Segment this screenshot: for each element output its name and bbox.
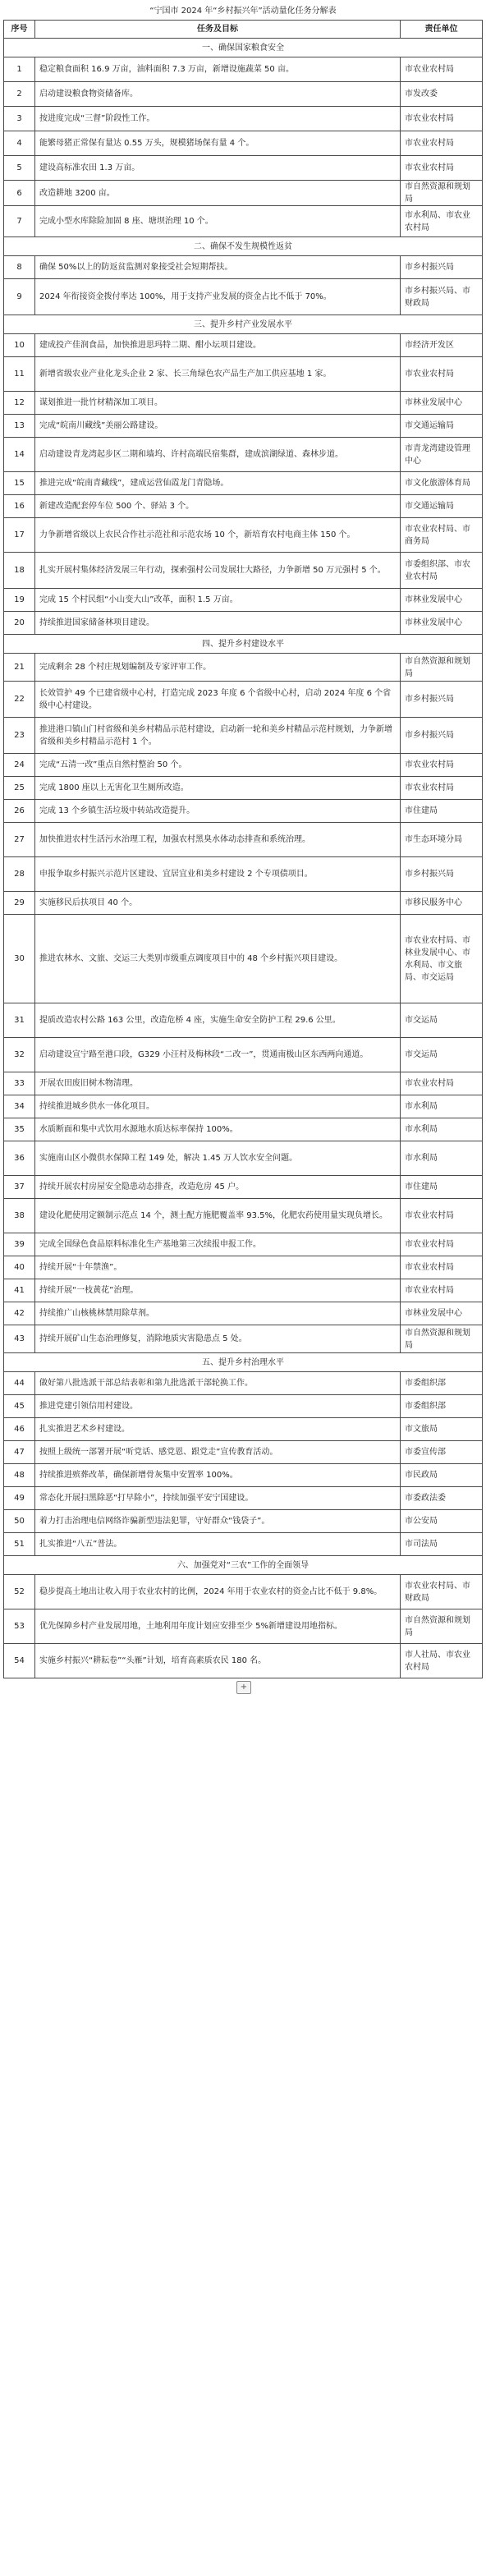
row-unit: 市经济开发区	[401, 334, 483, 357]
row-number: 23	[4, 718, 35, 754]
row-task: 改造耕地 3200 亩。	[35, 181, 401, 206]
row-number: 49	[4, 1487, 35, 1510]
row-task: 持续推进国家储备林项目建设。	[35, 612, 401, 635]
row-number: 50	[4, 1510, 35, 1533]
row-number: 17	[4, 518, 35, 553]
row-number: 33	[4, 1072, 35, 1095]
table-row	[4, 1325, 483, 1353]
row-task: 建设化肥使用定额制示范点 14 个，测土配方施肥覆盖率 93.5%，化肥农药使用量实现负增长。	[35, 1199, 401, 1233]
table-row	[4, 256, 483, 279]
section-title: 三、提升乡村产业发展水平	[4, 315, 483, 334]
row-number: 40	[4, 1256, 35, 1279]
row-task: 优先保障乡村产业发展用地，土地利用年度计划应安排至少 5%新增建设用地指标。	[35, 1609, 401, 1644]
table-row	[4, 438, 483, 472]
table-row	[4, 392, 483, 415]
table-row	[4, 754, 483, 777]
row-task: 完成“五清一改”重点自然村整治 50 个。	[35, 754, 401, 777]
row-task: 按照上级统一部署开展“听党话、感党恩、跟党走”宣传教育活动。	[35, 1441, 401, 1464]
row-unit: 市农业农村局	[401, 1256, 483, 1279]
row-unit: 市文旅局	[401, 1418, 483, 1441]
row-task: 建成投产佳润食品，加快推进思玛特二期、酣小坛项目建设。	[35, 334, 401, 357]
section-title: 四、提升乡村建设水平	[4, 635, 483, 654]
row-unit: 市交通运输局	[401, 495, 483, 518]
row-task: 谋划推进一批竹材精深加工项目。	[35, 392, 401, 415]
row-task: 推进党建引领信用村建设。	[35, 1395, 401, 1418]
row-task: 扎实推进艺术乡村建设。	[35, 1418, 401, 1441]
plus-icon: +	[240, 1683, 248, 1692]
row-unit: 市农业农村局、市商务局	[401, 518, 483, 553]
row-unit: 市司法局	[401, 1533, 483, 1556]
row-task: 持续开展农村房屋安全隐患动态排查，改造危房 45 户。	[35, 1176, 401, 1199]
table-row	[4, 206, 483, 237]
row-unit: 市民政局	[401, 1464, 483, 1487]
row-unit: 市交运局	[401, 1003, 483, 1038]
row-task: 持续开展“一枝黄花”治理。	[35, 1279, 401, 1302]
page-footer	[0, 1678, 486, 1698]
row-task: 持续开展“十年禁渔”。	[35, 1256, 401, 1279]
table-body	[4, 39, 483, 1678]
row-unit: 市农业农村局	[401, 777, 483, 800]
table-row	[4, 612, 483, 635]
row-unit: 市委政法委	[401, 1487, 483, 1510]
row-unit: 市委组织部、市农业农村局	[401, 553, 483, 589]
table-row	[4, 1302, 483, 1325]
table-row	[4, 518, 483, 553]
row-task: 扎实推进“八五”普法。	[35, 1533, 401, 1556]
row-number: 24	[4, 754, 35, 777]
row-number: 54	[4, 1644, 35, 1678]
row-task: 新建改造配套停车位 500 个、驿站 3 个。	[35, 495, 401, 518]
row-unit: 市住建局	[401, 800, 483, 823]
row-unit: 市农业农村局	[401, 1279, 483, 1302]
row-number: 34	[4, 1095, 35, 1118]
task-table	[3, 20, 483, 1678]
row-number: 27	[4, 823, 35, 857]
row-task: 扎实开展村集体经济发展三年行动，探索强村公司发展壮大路径，力争新增 50 万元强村 5 个。	[35, 553, 401, 589]
expand-button[interactable]	[236, 1681, 251, 1694]
table-row	[4, 107, 483, 131]
row-number: 6	[4, 181, 35, 206]
row-task: 力争新增省级以上农民合作社示范社和示范农场 10 个，新培育农村电商主体 150 个。	[35, 518, 401, 553]
row-number: 43	[4, 1325, 35, 1353]
row-unit: 市交通运输局	[401, 415, 483, 438]
row-task: 持续推进城乡供水一体化项目。	[35, 1095, 401, 1118]
row-number: 2	[4, 82, 35, 107]
table-row	[4, 1575, 483, 1609]
row-unit: 市移民服务中心	[401, 892, 483, 915]
table-row	[4, 131, 483, 156]
header-number: 序号	[4, 21, 35, 39]
row-unit: 市农业农村局	[401, 1233, 483, 1256]
table-row	[4, 1003, 483, 1038]
table-row	[4, 156, 483, 181]
row-number: 37	[4, 1176, 35, 1199]
table-row	[4, 1199, 483, 1233]
row-unit: 市乡村振兴局	[401, 682, 483, 718]
row-unit: 市自然资源和规划局	[401, 1609, 483, 1644]
row-task: 推进港口镇山门村省级和美乡村精品示范村建设，启动新一轮和美乡村精品示范村规划，力争新增省级和美乡村精品示范村 1 个。	[35, 718, 401, 754]
row-unit: 市自然资源和规划局	[401, 654, 483, 682]
row-unit: 市自然资源和规划局	[401, 181, 483, 206]
row-number: 46	[4, 1418, 35, 1441]
table-row	[4, 1644, 483, 1678]
row-task: 完成 15 个村民组“小山变大山”改革，面积 1.5 万亩。	[35, 589, 401, 612]
row-unit: 市林业发展中心	[401, 1302, 483, 1325]
row-task: 持续推广山核桃林禁用除草剂。	[35, 1302, 401, 1325]
row-task: 开展农田废旧树木物清理。	[35, 1072, 401, 1095]
row-task: 实施乡村振兴“耕耘卷”“头雁”计划，培育高素质农民 180 名。	[35, 1644, 401, 1678]
table-row	[4, 472, 483, 495]
row-unit: 市委组织部	[401, 1372, 483, 1395]
row-number: 48	[4, 1464, 35, 1487]
table-row	[4, 1395, 483, 1418]
row-unit: 市农业农村局、市财政局	[401, 1575, 483, 1609]
row-number: 19	[4, 589, 35, 612]
row-number: 29	[4, 892, 35, 915]
row-number: 12	[4, 392, 35, 415]
row-unit: 市青龙湾建设管理中心	[401, 438, 483, 472]
row-task: 推进完成“皖南青藏线”，建成运营仙霞龙门青隐场。	[35, 472, 401, 495]
row-task: 稳步提高土地出让收入用于农业农村的比例，2024 年用于农业农村的资金占比不低于 9.8%。	[35, 1575, 401, 1609]
row-number: 38	[4, 1199, 35, 1233]
table-row	[4, 800, 483, 823]
table-row	[4, 1256, 483, 1279]
row-task: 持续推进殡葬改革，确保新增骨灰集中安置率 100%。	[35, 1464, 401, 1487]
row-unit: 市林业发展中心	[401, 612, 483, 635]
row-task: 长效管护 49 个已建省级中心村，打造完成 2023 年度 6 个省级中心村，启动 2024 年度 6 个省级中心村建设。	[35, 682, 401, 718]
row-number: 45	[4, 1395, 35, 1418]
row-unit: 市水利局	[401, 1095, 483, 1118]
row-unit: 市人社局、市农业农村局	[401, 1644, 483, 1678]
row-unit: 市生态环境分局	[401, 823, 483, 857]
section-title: 一、确保国家粮食安全	[4, 39, 483, 57]
row-unit: 市农业农村局	[401, 754, 483, 777]
table-row	[4, 334, 483, 357]
table-row	[4, 777, 483, 800]
table-row	[4, 495, 483, 518]
row-unit: 市乡村振兴局	[401, 857, 483, 892]
table-row	[4, 1418, 483, 1441]
table-row	[4, 1176, 483, 1199]
table-row	[4, 857, 483, 892]
row-number: 13	[4, 415, 35, 438]
table-row	[4, 357, 483, 392]
table-row	[4, 1609, 483, 1644]
section-row	[4, 315, 483, 334]
row-number: 4	[4, 131, 35, 156]
document-title: “宁国市 2024 年“乡村振兴年”活动量化任务分解表	[149, 7, 337, 16]
row-unit: 市林业发展中心	[401, 589, 483, 612]
table-row	[4, 1279, 483, 1302]
row-number: 32	[4, 1038, 35, 1072]
row-number: 5	[4, 156, 35, 181]
row-task: 按进度完成“三督”阶段性工作。	[35, 107, 401, 131]
row-task: 完成“皖南川藏线”美丽公路建设。	[35, 415, 401, 438]
row-unit: 市农业农村局	[401, 357, 483, 392]
row-unit: 市乡村振兴局、市财政局	[401, 279, 483, 315]
section-title: 五、提升乡村治理水平	[4, 1353, 483, 1372]
row-unit: 市农业农村局	[401, 156, 483, 181]
row-number: 8	[4, 256, 35, 279]
row-number: 25	[4, 777, 35, 800]
table-row	[4, 1118, 483, 1141]
row-task: 加快推进农村生活污水治理工程，加强农村黑臭水体动态排查和系统治理。	[35, 823, 401, 857]
row-task: 建设高标准农田 1.3 万亩。	[35, 156, 401, 181]
row-unit: 市交运局	[401, 1038, 483, 1072]
table-row	[4, 915, 483, 1003]
row-number: 30	[4, 915, 35, 1003]
row-number: 26	[4, 800, 35, 823]
row-task: 完成全国绿色食品原料标准化生产基地第三次续报申报工作。	[35, 1233, 401, 1256]
table-row	[4, 1038, 483, 1072]
row-unit: 市住建局	[401, 1176, 483, 1199]
row-task: 实施南山区小微供水保障工程 149 处，解决 1.45 万人饮水安全问题。	[35, 1141, 401, 1176]
table-header-row	[4, 21, 483, 39]
row-task: 完成 13 个乡镇生活垃圾中转站改造提升。	[35, 800, 401, 823]
table-row	[4, 279, 483, 315]
table-row	[4, 718, 483, 754]
row-number: 28	[4, 857, 35, 892]
table-row	[4, 682, 483, 718]
row-task: 着力打击治理电信网络诈骗新型违法犯罪，守好群众“钱袋子”。	[35, 1510, 401, 1533]
row-task: 稳定粮食面积 16.9 万亩，油料面积 7.3 万亩，新增设施蔬菜 50 亩。	[35, 57, 401, 82]
row-task: 完成剩余 28 个村庄规划编制及专家评审工作。	[35, 654, 401, 682]
table-row	[4, 553, 483, 589]
row-number: 9	[4, 279, 35, 315]
row-task: 水质断面和集中式饮用水源地水质达标率保持 100%。	[35, 1118, 401, 1141]
row-task: 实施移民后扶项目 40 个。	[35, 892, 401, 915]
row-number: 39	[4, 1233, 35, 1256]
section-row	[4, 1556, 483, 1575]
section-row	[4, 635, 483, 654]
row-number: 35	[4, 1118, 35, 1141]
row-number: 18	[4, 553, 35, 589]
row-number: 42	[4, 1302, 35, 1325]
row-number: 53	[4, 1609, 35, 1644]
table-row	[4, 181, 483, 206]
row-number: 47	[4, 1441, 35, 1464]
row-number: 51	[4, 1533, 35, 1556]
table-row	[4, 1487, 483, 1510]
row-unit: 市公安局	[401, 1510, 483, 1533]
row-task: 持续开展矿山生态治理修复，消除地质灾害隐患点 5 处。	[35, 1325, 401, 1353]
row-number: 31	[4, 1003, 35, 1038]
table-row	[4, 1141, 483, 1176]
row-number: 3	[4, 107, 35, 131]
row-task: 确保 50%以上的防返贫监测对象接受社会短期帮扶。	[35, 256, 401, 279]
row-number: 21	[4, 654, 35, 682]
row-number: 14	[4, 438, 35, 472]
row-number: 41	[4, 1279, 35, 1302]
row-task: 推进农林水、文旅、交运三大类别市级重点调度项目中的 48 个乡村振兴项目建设。	[35, 915, 401, 1003]
table-row	[4, 892, 483, 915]
row-task: 做好第八批选派干部总结表彰和第九批选派干部轮换工作。	[35, 1372, 401, 1395]
row-unit: 市农业农村局、市林业发展中心、市水利局、市文旅局、市交运局	[401, 915, 483, 1003]
row-task: 提质改造农村公路 163 公里，改造危桥 4 座，实施生命安全防护工程 29.6 公里。	[35, 1003, 401, 1038]
row-task: 完成小型水库除险加固 8 座、塘坝治理 10 个。	[35, 206, 401, 237]
row-unit: 市水利局、市农业农村局	[401, 206, 483, 237]
row-number: 15	[4, 472, 35, 495]
row-number: 36	[4, 1141, 35, 1176]
row-number: 7	[4, 206, 35, 237]
row-unit: 市委组织部	[401, 1395, 483, 1418]
table-row	[4, 589, 483, 612]
row-number: 11	[4, 357, 35, 392]
table-row	[4, 1233, 483, 1256]
row-unit: 市农业农村局	[401, 57, 483, 82]
row-unit: 市农业农村局	[401, 107, 483, 131]
section-title: 六、加强党对“三农”工作的全面领导	[4, 1556, 483, 1575]
row-task: 启动建设宣宁路至港口段，G329 小汪村及梅林段“二改一”，贯通南极山区东西两向通道。	[35, 1038, 401, 1072]
row-task: 能繁母猪正常保有量达 0.55 万头，规模猪场保有量 4 个。	[35, 131, 401, 156]
table-row	[4, 1441, 483, 1464]
row-number: 16	[4, 495, 35, 518]
table-row	[4, 1533, 483, 1556]
table-row	[4, 1372, 483, 1395]
table-row	[4, 82, 483, 107]
table-row	[4, 1510, 483, 1533]
row-number: 20	[4, 612, 35, 635]
row-task: 完成 1800 座以上无害化卫生厕所改造。	[35, 777, 401, 800]
row-number: 22	[4, 682, 35, 718]
row-unit: 市林业发展中心	[401, 392, 483, 415]
header-unit: 责任单位	[401, 21, 483, 39]
table-row	[4, 1072, 483, 1095]
row-unit: 市委宣传部	[401, 1441, 483, 1464]
row-number: 44	[4, 1372, 35, 1395]
row-unit: 市自然资源和规划局	[401, 1325, 483, 1353]
row-task: 启动建设粮食物资储备库。	[35, 82, 401, 107]
row-unit: 市文化旅游体育局	[401, 472, 483, 495]
row-unit: 市农业农村局	[401, 1199, 483, 1233]
row-unit: 市农业农村局	[401, 131, 483, 156]
section-row	[4, 1353, 483, 1372]
row-task: 2024 年衔接资金拨付率达 100%，用于支持产业发展的资金占比不低于 70%。	[35, 279, 401, 315]
row-unit: 市水利局	[401, 1118, 483, 1141]
table-row	[4, 1464, 483, 1487]
table-row	[4, 1095, 483, 1118]
row-task: 常态化开展扫黑除恶“打早除小”，持续加强平安宁国建设。	[35, 1487, 401, 1510]
row-unit: 市乡村振兴局	[401, 718, 483, 754]
section-row	[4, 39, 483, 57]
row-number: 10	[4, 334, 35, 357]
row-task: 启动建设青龙湾起步区二期和墙坞、许村高端民宿集群，建成滨湖绿道、森林步道。	[35, 438, 401, 472]
row-unit: 市农业农村局	[401, 1072, 483, 1095]
row-unit: 市水利局	[401, 1141, 483, 1176]
section-title: 二、确保不发生规模性返贫	[4, 237, 483, 256]
header-task: 任务及目标	[35, 21, 401, 39]
row-task: 申报争取乡村振兴示范片区建设、宜居宜业和美乡村建设 2 个专项债项目。	[35, 857, 401, 892]
section-row	[4, 237, 483, 256]
table-row	[4, 57, 483, 82]
table-row	[4, 654, 483, 682]
row-number: 1	[4, 57, 35, 82]
row-number: 52	[4, 1575, 35, 1609]
row-unit: 市乡村振兴局	[401, 256, 483, 279]
table-row	[4, 823, 483, 857]
row-task: 新增省级农业产业化龙头企业 2 家、长三角绿色农产品生产加工供应基地 1 家。	[35, 357, 401, 392]
row-unit: 市发改委	[401, 82, 483, 107]
table-row	[4, 415, 483, 438]
